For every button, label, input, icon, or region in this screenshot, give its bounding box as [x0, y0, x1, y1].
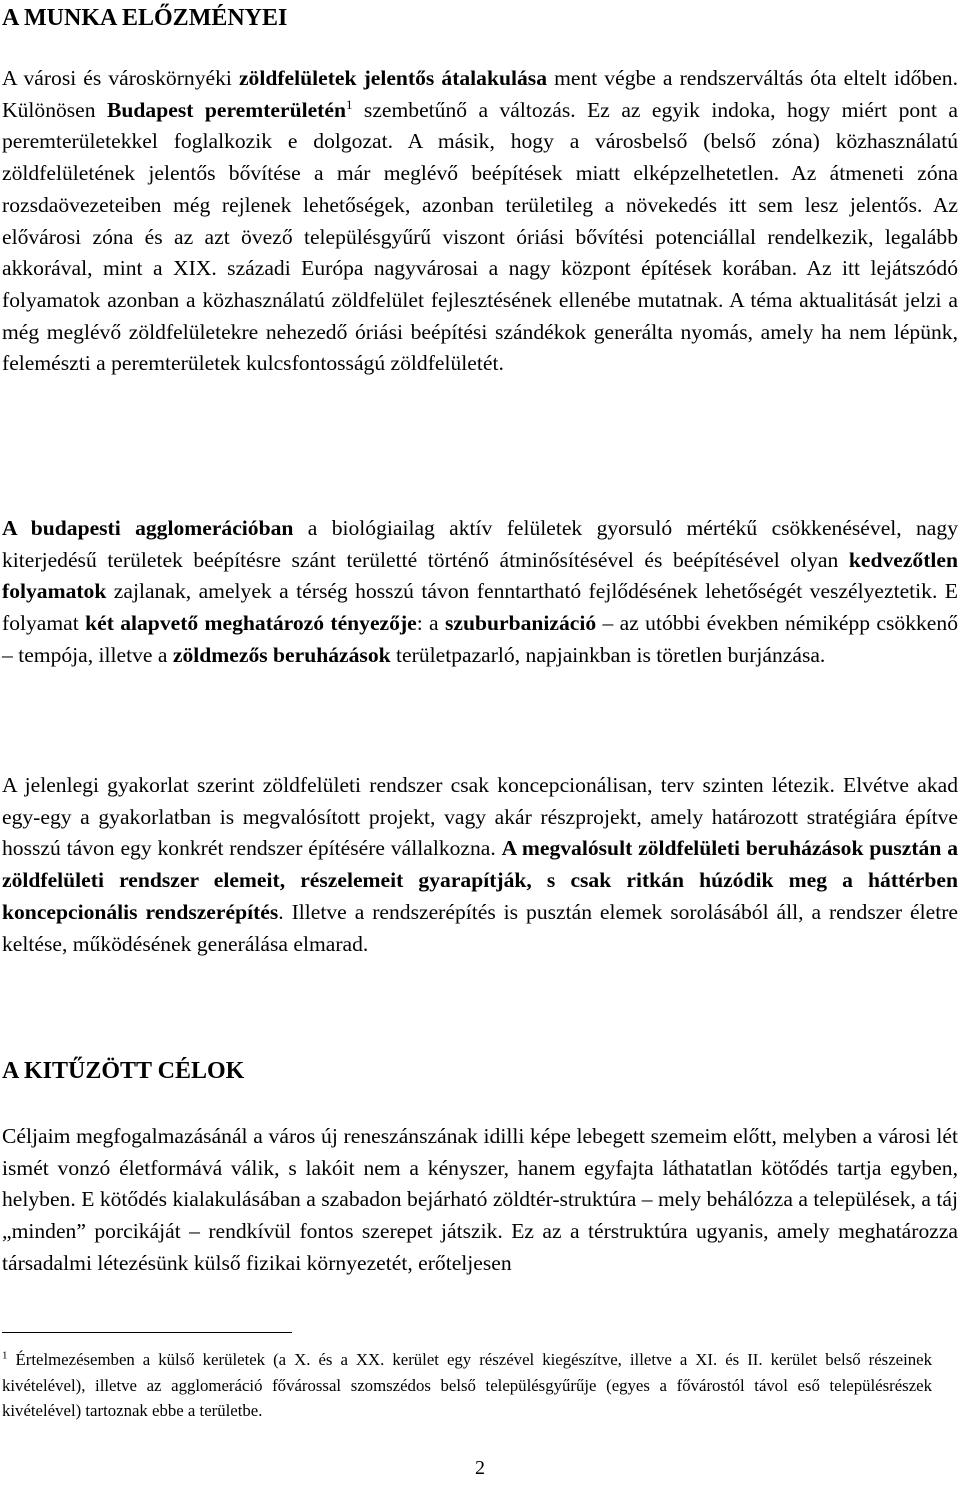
text-run: területpazarló, napjainkban is töretlen burjánzása.: [390, 642, 826, 667]
text-run: ment végbe a rendszerváltás óta eltelt időben. Különösen: [2, 66, 958, 122]
footnote-reference: 1: [345, 96, 353, 112]
footnote: [2, 1347, 932, 1424]
bold-text: szuburbanizáció: [444, 611, 597, 636]
footnote-text: Értelmezésemben a külső kerületek (a X. és a XX. kerület egy részével kiegészítve, illetve a XI. és II. kerület belső részeinek kivételével), illetve az agglomeráció fővárossal szomszédos belső településgyűrűje (egyes a fővárostól távol eső településrészek kivételével) tartoznak ebbe a területbe.: [2, 1350, 932, 1420]
text-run: . Illetve a rendszerépítés is pusztán elemek sorolásából áll, a rendszer életre keltése, működésének generálása elmarad.: [2, 899, 958, 956]
bold-text: zöldmezős beruházások: [172, 642, 391, 667]
paragraph-agglomeration: [2, 513, 958, 672]
page-number: 2: [475, 1457, 485, 1479]
section-heading-objectives: A KITŰZÖTT CÉLOK: [2, 1058, 245, 1084]
text-run: szembetűnő a változás. Ez az egyik indoka, hogy miért pont a peremterületekkel foglalkozik e dolgozat. A másik, hogy a városbelső (belső zóna) közhasználatú zöldfelületének jelentős bővítése a már meglévő beépítések miatt elképzelhetetlen. Az átmeneti zóna rozsdaövezeteiben még rejlenek lehetőségek, azonban területileg a növekedés itt sem lesz jelentős. Az elővárosi zóna és az azt övező településgyűrű viszont óriási bővítési potenciállal rendelkezik, legalább akkorával, mint a XIX. századi Európa nagyvárosai a nagy központ építések korában. Az itt lejátszódó folyamatok azonban a közhasználatú zöldfelület fejlesztésének ellenébe mutatnak. A téma aktualitását jelzi a még meglévő zöldfelületekre nehezedő óriási beépítési szándékok generálta nyomás, amely ha nem lépünk, felemészti a peremterületek kulcsfontosságú zöldfelületét.: [2, 97, 959, 376]
paragraph-current-practice: [2, 770, 958, 960]
bold-text: Budapest peremterületén: [107, 97, 346, 122]
bold-text: két alapvető meghatározó tényezője: [85, 611, 417, 636]
text-run: Céljaim megfogalmazásánál a város új reneszánszának idilli képe lebegett szemeim előtt, melyben a városi lét ismét vonzó életformává válik, s lakóit nem a kényszer, hanem egyfajta láthatatlan kötődés tartja egyben, helyben. E kötődés kialakulásában a szabadon bejárható zöldtér-struktúra – mely behálózza a települések, a táj „minden” porcikáját – rendkívül fontos szerepet játszik. Ez az a térstruktúra ugyanis, amely meghatározza társadalmi létezésünk külső fizikai környezetét, erőteljesen: [2, 1124, 958, 1275]
bold-text: zöldfelületek jelentős átalakulása: [238, 66, 547, 90]
bold-text: kedvezőtlen folyamatok: [2, 547, 958, 604]
text-run: A városi és városkörnyéki: [2, 66, 239, 90]
text-run: a biológiailag aktív felületek gyorsuló mértékű csökkenésével, nagy kiterjedésű területek beépítésre szánt területté történő átminősítésével és beépítésével olyan: [2, 516, 958, 572]
footnote-marker: 1: [2, 1349, 8, 1362]
section-heading-background: A MUNKA ELŐZMÉNYEI: [2, 5, 288, 31]
footnote-separator: [2, 1332, 292, 1333]
text-run: zajlanak, amelyek a térség hosszú távon fenntartható fejlődésének lehetőségét veszélyeztetik. E folyamat: [2, 579, 958, 636]
bold-text: A budapesti agglomerációban: [2, 516, 294, 540]
text-run: : a: [416, 611, 445, 636]
text-run: – az utóbbi években némiképp csökkenő – tempója, illetve a: [2, 611, 958, 667]
bold-text: A megvalósult zöldfelületi beruházások pusztán a zöldfelületi rendszer elemeit, részelemeit gyarapítják, s csak ritkán húzódik meg a háttérben koncepcionális rendszerépítés: [2, 836, 958, 924]
paragraph-objectives: [2, 1121, 958, 1280]
text-run: A jelenlegi gyakorlat szerint zöldfelületi rendszer csak koncepcionálisan, terv szinten létezik. Elvétve akad egy-egy a gyakorlatban is megvalósított projekt, vagy akár részprojekt, amely határozott stratégiára építve hosszú távon egy konkrét rendszer építésére vállalkozna.: [2, 773, 958, 861]
paragraph-background-changes: [2, 63, 958, 380]
